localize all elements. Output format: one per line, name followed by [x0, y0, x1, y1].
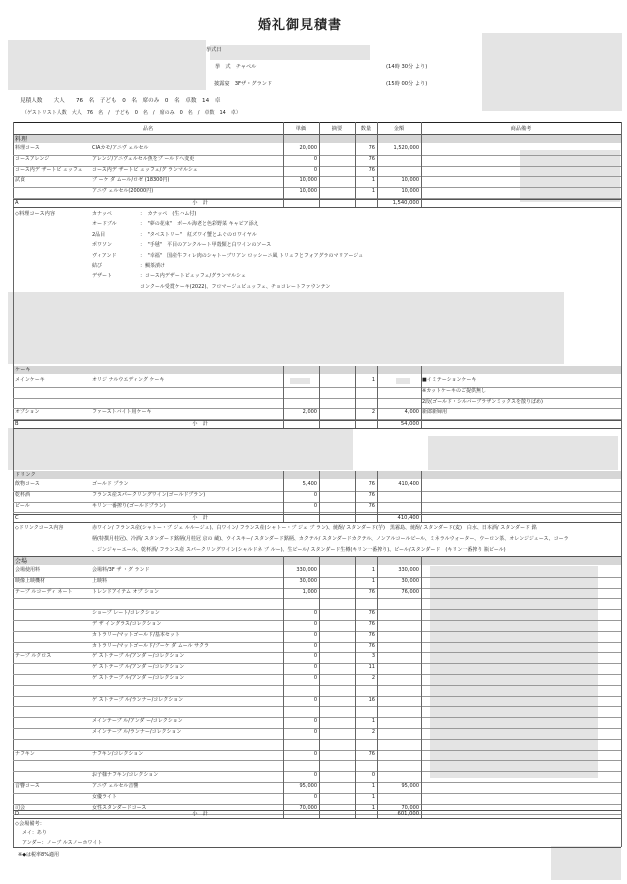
subtotal-code: D [15, 811, 19, 817]
column-divider [421, 366, 422, 428]
redaction-block [290, 378, 310, 384]
row-remark: 2段(ゴールド・シルバーブラザンミックスを散りばめ) [422, 398, 544, 405]
row-divider [13, 598, 621, 599]
row-unit-price: 0 [313, 664, 317, 671]
subtotal-code: A [15, 200, 19, 206]
table-border-right [621, 122, 622, 847]
row-item-name: ショープ レート/コレクション [92, 610, 160, 617]
ceremony-time: (14時 30分 より) [386, 64, 428, 70]
row-item-name: メインテーブ ル/アンダ ー/コレクション [92, 718, 183, 725]
row-qty: 1 [371, 377, 375, 383]
redaction-block [428, 436, 618, 470]
course-line-key: カナッペ [92, 211, 112, 217]
row-category: テーブ ルクロス [15, 653, 52, 660]
course-line-value: ： "夢の花束" ボール海老と色彩野菜 キャビア添え [140, 221, 259, 228]
row-qty: 76 [368, 621, 375, 627]
drink-course-label: ◇ドリンクコース内容 [15, 525, 64, 531]
row-category: 音響コース [15, 783, 40, 789]
guestlist-line: （ゲストリスト人数 大人 76 名 / 子ども 0 名 / 席のみ 0 名 / 卓数 14 卓） [22, 110, 241, 116]
column-divider [377, 122, 378, 207]
row-item-name: ゲ ストテーブ ル/アンダ ー/コレクション [92, 664, 185, 671]
row-item-name: 女優ライト [92, 793, 117, 800]
row-divider [13, 522, 621, 523]
column-divider [355, 122, 356, 207]
row-unit-price: 0 [313, 610, 317, 617]
row-unit-price: 0 [313, 491, 317, 498]
col-header-amount: 金額 [393, 126, 405, 132]
row-item-name: ブ ーケ ダ ムール/ロゼ (18300円) [92, 177, 170, 184]
section-title-cake: ケーキ [15, 367, 31, 373]
row-item-name: アニヴ ェルセル(20000円) [92, 188, 154, 195]
subtotal-label: 小 計 [192, 200, 208, 206]
row-qty: 76 [368, 155, 375, 162]
course-line-key: ポワソン [92, 242, 113, 249]
row-category: 料理コース [15, 145, 40, 151]
section-band-venue [14, 557, 621, 565]
row-amount: 30,000 [401, 577, 419, 584]
row-qty: 76 [368, 642, 375, 649]
row-amount: 10,000 [401, 177, 419, 184]
row-unit-price: 0 [313, 729, 317, 735]
column-divider [377, 366, 378, 428]
subtotal-label: 小 計 [192, 811, 208, 817]
subtotal-code: B [15, 421, 19, 427]
footnote: ※◆は税率8%適用 [18, 852, 59, 858]
row-unit-price: 0 [313, 502, 317, 509]
row-unit-price: 330,000 [296, 567, 317, 573]
drink-course-line: 、ジンジャーエール、乾杯酒/ フランス産 スパークリングワイン(シャルドネ ブ ルー)、生ビール/ スタンダード生樽(キリン一番搾り)、ビール/スタンダード (キリン一番搾り 瓶ビール) [92, 547, 506, 553]
venue-notes-line: アンダー：ノーブ ルスノーホワイト [22, 840, 103, 846]
row-qty: 2 [371, 729, 375, 735]
row-divider [13, 514, 621, 515]
course-line-value: コンクール受賞ケーキ(2022)、フロマージュビュッフェ、チョコレートファウンテン [140, 283, 331, 290]
row-qty: 76 [368, 166, 375, 173]
row-item-name: 上映料 [92, 577, 108, 584]
row-category: ナフキン [15, 750, 35, 757]
col-header-summary: 摘要 [331, 126, 343, 132]
row-category: 会場使用料 [15, 567, 41, 573]
row-qty: 76 [368, 502, 375, 509]
subtotal-label: 小 計 [192, 421, 208, 427]
row-category: オプション [15, 409, 40, 416]
row-remark: 新郎新婦用 [422, 409, 448, 416]
row-unit-price: 10,000 [299, 188, 317, 195]
row-qty: 76 [368, 481, 375, 487]
row-qty: 76 [368, 610, 375, 617]
course-line-value: ：コース内デザートビュッフェ/グランマルシェ [140, 273, 246, 280]
row-unit-price: 0 [313, 696, 317, 703]
drink-course-line: 柄(特撰月桂冠)、冷酒/ スタンダード銘柄(月桂冠 京の 蔵)、ウイスキー/ スタンダード銘柄、カクテル/ スタンダードカクテル、ノンアルコールビール、ミネラルウォーター、ウーロン茶、オレンジジュース、コーラ [92, 536, 569, 542]
row-divider [13, 207, 621, 208]
column-divider [319, 471, 320, 522]
course-line-value: ： "手毬" 平目のアンクルート甲殻類と白ワインのソース [140, 242, 272, 249]
redaction-block [551, 846, 621, 880]
col-header-name: 品名 [142, 126, 154, 132]
row-item-name: トレンドアイテム オプ ション [92, 588, 159, 595]
reception-venue: 披露宴 3Fザ・グランド [214, 81, 273, 87]
course-line-value: ： "タベストリー" 紅ズワイ蟹とふぐのロワイヤル [140, 231, 257, 238]
row-item-name: ゲ ストテーブ ル/アンダ ー/コレクション [92, 653, 185, 660]
row-qty: 16 [368, 696, 375, 703]
row-qty: 2 [371, 409, 375, 416]
row-unit-price: 2,000 [302, 409, 317, 416]
row-unit-price: 0 [313, 631, 317, 638]
row-qty: 1 [371, 783, 375, 789]
row-item-name: アニヴ ェルセル音響 [92, 783, 139, 789]
row-divider [13, 818, 621, 819]
redaction-block [482, 33, 622, 111]
row-item-name: お子様ナフキン/コレクション [92, 772, 159, 779]
row-unit-price: 0 [313, 793, 317, 800]
drink-subtotal-amount: 410,400 [397, 515, 419, 521]
column-divider [283, 556, 284, 818]
ceremony-date-label: 挙式日 [206, 47, 222, 53]
subtotal-code: C [15, 515, 19, 521]
row-category: 試食 [15, 177, 26, 184]
row-item-name: 会場料/3F ザ ・グ ランド [92, 567, 150, 573]
row-qty: 1 [371, 577, 375, 584]
row-divider [13, 739, 621, 740]
column-divider [319, 556, 320, 818]
section-title-cuisine: 料理 [15, 136, 28, 143]
row-unit-price: 20,000 [299, 145, 317, 151]
ceremony-type: 挙 式 チャペル [215, 64, 257, 70]
row-qty: 76 [368, 631, 375, 638]
row-category: ビール [15, 502, 30, 509]
row-item-name: オリジ ナルウエディング ケーキ [92, 377, 165, 383]
row-amount: 4,000 [404, 409, 419, 416]
redaction-block [210, 45, 370, 60]
row-category: コースアレンジ [15, 155, 50, 162]
column-divider [283, 122, 284, 207]
row-item-name: カトラリー/マットゴールド/基本セット [92, 631, 180, 638]
course-line-value: ： "幸福" 国産牛フィレ肉のシャトーブリアン ロッシーニ風 トリュフとフォアグラのマリアージュ [140, 252, 364, 259]
row-category: 司会 [15, 804, 26, 811]
column-divider [355, 556, 356, 818]
reception-time: (15時 00分 より) [386, 81, 428, 87]
column-divider [355, 366, 356, 428]
row-unit-price: 30,000 [299, 577, 317, 584]
redaction-block [8, 428, 353, 470]
row-unit-price: 0 [313, 750, 317, 757]
column-divider [377, 556, 378, 818]
row-item-name: ゲ ストテーブ ル/アンダ ー/コレクション [92, 675, 185, 681]
row-category: テーブ ルコーディ ネート [15, 588, 73, 595]
venue-notes-label: ◇会場備考： [15, 821, 45, 827]
table-border-bottom [13, 847, 621, 848]
row-divider [13, 685, 621, 686]
row-item-name: メインテーブ ル/ランナー/コレクション [92, 729, 182, 735]
row-divider [13, 420, 621, 421]
cuisine-course-label: ◇料理コース内容 [15, 211, 56, 217]
row-amount: 1,520,000 [393, 145, 419, 151]
col-header-remarks: 商品備考 [510, 126, 532, 132]
row-unit-price: 5,400 [302, 481, 317, 487]
section-band-cuisine [14, 135, 621, 143]
row-divider [13, 199, 621, 200]
course-line-key: 結び [92, 263, 103, 269]
row-qty: 76 [368, 145, 375, 151]
drink-course-line: 赤ワイン/ フランス産(シャトー・ブ ジェ ルルージュ)、白ワイン/ フランス産(シャトー・ブ ジェ ブ ラン)、焼酎/ スタンダード(芋) 黒霧島、焼酎/ スタンダード(麦) 白水、日本酒/ スタンダード 銘 [92, 525, 537, 531]
cuisine-subtotal-amount: 1,540,000 [392, 200, 419, 206]
course-line-key: ヴィアンド [92, 252, 117, 259]
row-unit-price: 0 [313, 675, 317, 681]
row-amount: 70,000 [401, 804, 419, 811]
row-amount: 95,000 [401, 783, 419, 789]
row-item-name: アレンジ/アニヴェルセル魚をブ ールドへ変更 [92, 155, 195, 162]
headcount-line: 見積人数 大人 76 名 子ども 0 名 席のみ 0 名 卓数 14 卓 [20, 98, 221, 104]
row-item-name: フランス産スパークリングワイン(ゴールドプラン) [92, 491, 206, 498]
column-divider [319, 122, 320, 207]
column-divider [421, 556, 422, 818]
venue-subtotal-amount: 601,000 [397, 811, 419, 817]
row-unit-price: 70,000 [299, 804, 317, 811]
course-line-key: デザート [92, 273, 113, 280]
row-qty: 1 [371, 804, 375, 811]
row-qty: 76 [368, 750, 375, 757]
row-amount: 10,000 [401, 188, 419, 195]
row-qty: 76 [368, 588, 375, 595]
row-unit-price: 95,000 [299, 783, 317, 789]
row-unit-price: 10,000 [299, 177, 317, 184]
row-item-name: カトラリー/マットゴールド/ブーケ ダ ムール サクラ [92, 642, 209, 649]
page-title: 婚礼御見積書 [258, 18, 343, 33]
row-category: コース内デ ザートビ ュッフェ [15, 166, 83, 173]
row-item-name: CIAカモ/アニヴ ェルセル [92, 145, 149, 151]
redaction-block [396, 378, 410, 384]
row-divider [13, 810, 621, 811]
course-line-key: オードブル [92, 221, 117, 228]
row-divider [13, 387, 621, 388]
row-unit-price: 0 [313, 718, 317, 725]
row-qty: 1 [371, 793, 375, 800]
column-divider [421, 471, 422, 522]
row-remark: ※カットケーキのご提供無し [422, 387, 487, 394]
row-unit-price: 0 [313, 621, 317, 627]
column-divider [377, 471, 378, 522]
row-remark: ■イミテーションケーキ [422, 377, 477, 383]
subtotal-label: 小 計 [192, 515, 208, 521]
course-line-key: 2品目 [92, 231, 106, 238]
course-line-value: ：鯛茶漬け [140, 263, 166, 269]
row-qty: 1 [371, 718, 375, 725]
row-qty: 1 [371, 177, 375, 184]
cake-subtotal-amount: 54,000 [400, 421, 419, 427]
row-category: メインケーキ [15, 377, 45, 383]
column-divider [283, 366, 284, 428]
redaction-block [8, 40, 206, 90]
row-unit-price: 0 [313, 772, 317, 779]
row-qty: 0 [371, 772, 375, 779]
row-category: 映像上映機材 [15, 577, 46, 584]
column-divider [319, 366, 320, 428]
venue-notes-line: メイ：あり [22, 830, 47, 836]
row-amount: 76,000 [401, 588, 419, 595]
column-divider [283, 471, 284, 522]
section-title-drink: ドリンク [15, 472, 36, 478]
column-divider [421, 122, 422, 207]
row-divider [13, 760, 621, 761]
row-amount: 330,000 [398, 567, 419, 573]
row-divider [13, 706, 621, 707]
row-divider [13, 428, 621, 429]
row-item-name: デ ザ イングラス/コレクション [92, 621, 162, 627]
redaction-block [8, 292, 564, 364]
section-band-drink [14, 471, 621, 479]
section-band-cake [14, 366, 621, 374]
row-category: 乾杯酒 [15, 491, 31, 498]
column-divider [355, 471, 356, 522]
row-qty: 1 [371, 188, 375, 195]
row-qty: 2 [371, 675, 375, 681]
row-item-name: ゴールド プラン [92, 481, 129, 487]
row-qty: 11 [368, 664, 375, 671]
row-item-name: キリン一番搾り(ゴールドプラン) [92, 502, 166, 509]
row-divider [13, 814, 621, 815]
row-unit-price: 0 [313, 166, 317, 173]
row-unit-price: 0 [313, 642, 317, 649]
row-qty: 1 [371, 567, 375, 573]
row-item-name: コース内デ ザートビ ュッフェ/グ ランマルシェ [92, 166, 198, 173]
row-item-name: ゲ ストテーブ ル/ランナー/コレクション [92, 696, 184, 703]
row-unit-price: 0 [313, 653, 317, 660]
course-line-value: ： カナッペ (生ハム付) [140, 211, 197, 217]
row-category: 飲物コース [15, 481, 40, 487]
row-qty: 76 [368, 491, 375, 498]
row-item-name: ナフキン/コレクション [92, 750, 144, 757]
col-header-unit-price: 単価 [295, 126, 307, 132]
col-header-qty: 数量 [360, 126, 372, 132]
row-amount: 410,400 [398, 481, 419, 487]
row-item-name: 女性スタンダードコース [92, 804, 147, 811]
row-unit-price: 0 [313, 155, 317, 162]
row-unit-price: 1,000 [302, 588, 317, 595]
row-qty: 3 [371, 653, 375, 660]
section-title-venue: 会場 [15, 558, 28, 565]
table-border-top [13, 122, 621, 123]
row-item-name: ファーストバイト用ケーキ [92, 409, 152, 416]
